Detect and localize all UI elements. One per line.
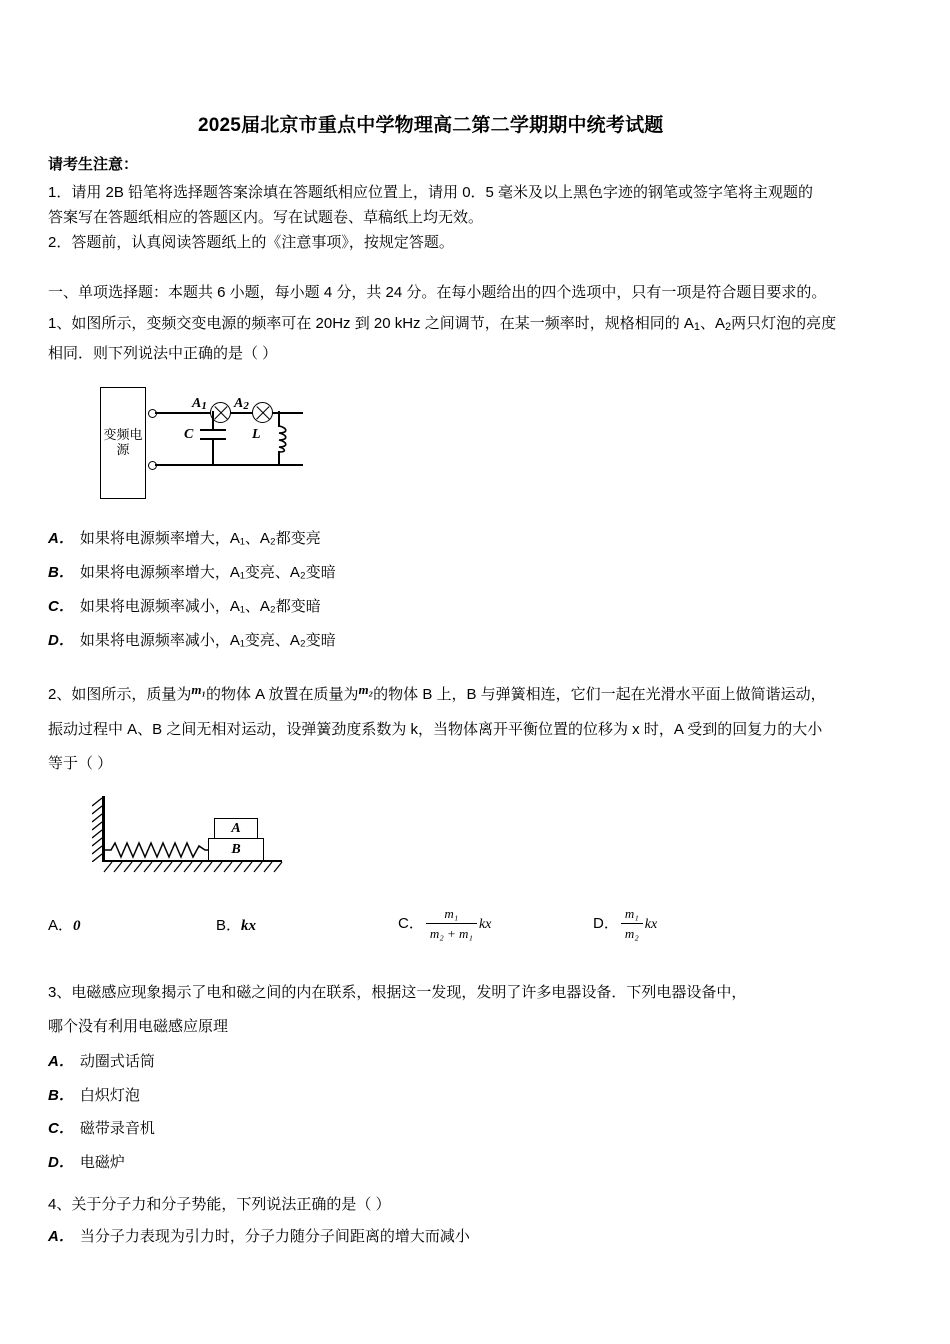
question-2-m2-inline: m₂ <box>358 682 374 698</box>
wire-ind-vert-bottom <box>278 451 280 464</box>
question-2-option-d-numerator: m₁ <box>621 904 643 925</box>
question-3-option-b <box>48 1079 898 1113</box>
question-2-option-b-label: B． <box>216 916 242 934</box>
question-1-sub-2: 2 <box>725 321 732 334</box>
question-1-text-b: 、A <box>700 315 726 333</box>
question-2-option-d <box>593 904 657 944</box>
block-b <box>208 838 264 862</box>
question-3-option-a <box>48 1045 898 1079</box>
notice-line-2: 答案写在答题纸相应的答题区内。写在试题卷、草稿纸上均无效。 <box>48 208 484 226</box>
question-3-line-2: 哪个没有利用电磁感应原理 <box>48 1018 229 1036</box>
question-2-option-a-label: A． <box>48 916 74 934</box>
block-a <box>214 818 258 840</box>
question-1-line-1 <box>48 309 898 339</box>
question-2-line-2: 振动过程中 A、B 之间无相对运动，设弹簧劲度系数为 k，当物体离开平衡位置的位移为 x 时，A 受到的回复力的大小 <box>48 720 823 738</box>
question-2-option-d-denominator: m₂ <box>624 926 639 942</box>
question-1-option-c-label: C． <box>48 597 74 615</box>
inductor-label: L <box>252 427 261 443</box>
question-1-text-c: 两只灯泡的亮度 <box>731 315 837 333</box>
question-1-option-b <box>48 556 898 590</box>
question-2-option-a <box>48 914 81 935</box>
question-2-option-c-label: C． <box>398 914 424 932</box>
question-1-option-d <box>48 624 898 658</box>
question-1-option-a-label: A． <box>48 530 74 548</box>
question-1-text-a: 1、如图所示，变频交变电源的频率可在 20Hz 到 20 kHz 之间调节，在某一频率时，规格相同的 A <box>48 315 694 333</box>
section-heading-single-choice: 一、单项选择题：本题共 6 小题，每小题 4 分，共 24 分。在每小题给出的四个选项中，只有一项是符合题目要求的。 <box>48 284 827 302</box>
wire-cap-vert-top <box>212 411 214 429</box>
question-2-line-1 <box>48 675 898 713</box>
question-2-text-b: 的物体 A 放置在质量为 <box>206 686 359 704</box>
question-1-line-2: 相同．则下列说法中正确的是（ ） <box>48 345 278 363</box>
question-2-spring-figure <box>96 796 326 888</box>
question-1-option-c <box>48 590 898 624</box>
terminal-bottom-icon <box>148 461 157 470</box>
question-2-option-c-numerator: m₁ <box>426 904 477 925</box>
capacitor-plate-top-icon <box>200 429 226 431</box>
question-2-option-d-label: D． <box>593 914 619 932</box>
question-4-option-a-label: A． <box>48 1227 74 1245</box>
wall-hatching-icon <box>92 796 104 862</box>
question-4-line-1: 4、关于分子力和分子势能，下列说法正确的是（ ） <box>48 1195 391 1213</box>
inductor-svg <box>270 425 290 453</box>
terminal-top-icon <box>148 409 157 418</box>
question-1-sub-1: 1 <box>693 321 701 334</box>
question-2-text-a: 2、如图所示，质量为 <box>48 686 192 704</box>
notice-line-3: 2．答题前，认真阅读答题纸上的《注意事项》，按规定答题。 <box>48 233 454 251</box>
question-3-option-d-label: D． <box>48 1154 74 1171</box>
question-2-m1-inline: m₁ <box>191 682 206 698</box>
question-3-option-c-label: C． <box>48 1120 74 1138</box>
wire-cap-vert-bottom <box>212 439 214 464</box>
capacitor-label: C <box>184 427 194 443</box>
question-2-line-3: 等于（ ） <box>48 755 113 773</box>
block-a-label: A <box>231 820 241 836</box>
block-b-label: B <box>231 841 241 857</box>
page-title: 2025届北京市重点中学物理高二第二学期期中统考试题 <box>198 115 664 136</box>
notice-line-1: 1．请用 2B 铅笔将选择题答案涂填在答题纸相应位置上，请用 0．5 毫米及以上黑色字迹的钢笔或签字笔将主观题的 <box>48 184 814 201</box>
question-1-option-c-text: 如果将电源频率减小，A₁、A₂都变暗 <box>79 597 321 615</box>
question-1-option-d-label: D． <box>48 631 74 649</box>
question-1-option-b-label: B． <box>48 564 74 581</box>
variable-frequency-source-box <box>100 387 146 499</box>
spring-icon <box>105 838 211 860</box>
question-3-option-a-text: 动圈式话筒 <box>79 1052 155 1070</box>
question-2-option-d-tail: kx <box>644 916 658 932</box>
question-3-line-1: 3、电磁感应现象揭示了电和磁之间的内在联系，根据这一发现，发明了许多电器设备．下列电器设备中， <box>48 983 747 1001</box>
inductor-coil-icon <box>270 425 290 458</box>
question-3-option-a-label: A． <box>48 1052 74 1070</box>
question-4-option-a-text: 当分子力表现为引力时，分子力随分子间距离的增大而减小 <box>79 1227 470 1245</box>
notice-heading: 请考生注意： <box>48 156 139 173</box>
lamp-a2-label: A2 <box>234 396 249 413</box>
variable-frequency-source-label: 变频电源 <box>103 427 143 458</box>
question-1-option-a-text: 如果将电源频率增大，A₁、A₂都变亮 <box>79 530 321 548</box>
question-2-option-c-fraction <box>426 904 477 944</box>
question-1-circuit-figure <box>100 381 330 506</box>
question-1-option-d-text: 如果将电源频率减小，A₁变亮、A₂变暗 <box>79 631 336 649</box>
question-2-option-b-text: kx <box>241 917 257 934</box>
question-2-option-a-text: 0 <box>73 917 81 934</box>
question-3-option-b-text: 白炽灯泡 <box>79 1086 140 1104</box>
wire-bottom <box>155 464 303 466</box>
lamp-a2-icon <box>252 402 273 423</box>
question-3-option-d-text: 电磁炉 <box>79 1154 125 1171</box>
ground-hatching-icon <box>102 862 284 874</box>
question-1-option-b-text: 如果将电源频率增大，A₁变亮、A₂变暗 <box>79 564 336 581</box>
question-4-option-a <box>48 1220 898 1254</box>
question-2-text-c: 的物体 B 上，B 与弹簧相连，它们一起在光滑水平面上做简谐运动， <box>373 686 826 704</box>
question-1-option-a <box>48 522 898 556</box>
question-3-option-c <box>48 1112 898 1146</box>
question-3-option-d <box>48 1146 898 1180</box>
question-2-option-c <box>398 904 491 944</box>
question-2-options-row <box>48 902 898 954</box>
question-2-option-d-fraction <box>621 904 643 944</box>
question-3-option-c-text: 磁带录音机 <box>79 1120 155 1138</box>
question-2-option-c-tail: kx <box>478 916 492 932</box>
question-2-option-c-denominator: m₂ + m₁ <box>429 926 473 942</box>
lamp-a1-label: A1 <box>192 396 207 413</box>
question-3-option-b-label: B． <box>48 1086 74 1104</box>
question-2-option-b <box>216 914 256 935</box>
